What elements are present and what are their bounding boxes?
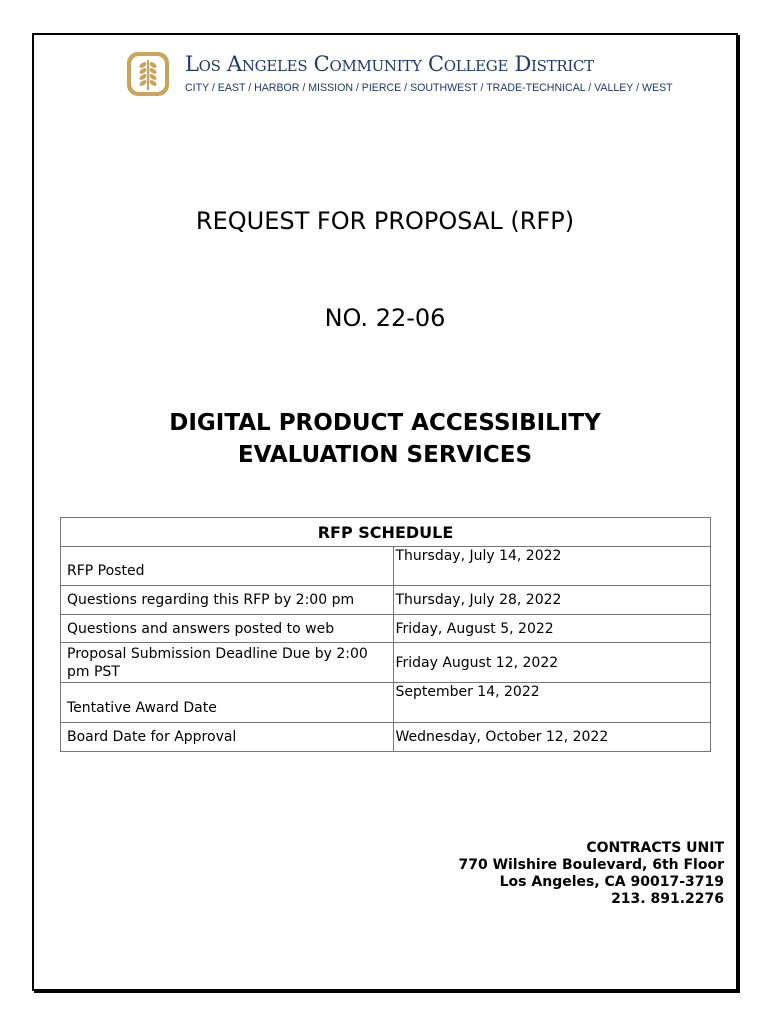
schedule-title: RFP SCHEDULE xyxy=(61,518,711,547)
table-row xyxy=(61,723,711,752)
rfp-schedule-table xyxy=(60,517,711,752)
rfp-number: NO. 22-06 xyxy=(324,304,446,332)
rfp-title-line-1: DIGITAL PRODUCT ACCESSIBILITY xyxy=(169,410,601,436)
rfp-title xyxy=(0,407,770,471)
schedule-date: Thursday, July 14, 2022 xyxy=(394,547,711,586)
schedule-date: Friday August 12, 2022 xyxy=(394,643,711,683)
schedule-date: Friday, August 5, 2022 xyxy=(394,615,711,643)
contracts-street: 770 Wilshire Boulevard, 6th Floor xyxy=(458,857,724,873)
table-row xyxy=(61,615,711,643)
district-name: Los Angeles Community College District xyxy=(185,52,594,76)
schedule-event: Tentative Award Date xyxy=(61,683,394,723)
contracts-city: Los Angeles, CA 90017-3719 xyxy=(499,874,724,890)
rfp-title-line-2: EVALUATION SERVICES xyxy=(237,442,533,468)
schedule-date: Thursday, July 28, 2022 xyxy=(394,586,711,615)
schedule-date: Wednesday, October 12, 2022 xyxy=(394,723,711,752)
schedule-event: Board Date for Approval xyxy=(61,723,394,752)
contracts-phone: 213. 891.2276 xyxy=(611,891,724,907)
table-row xyxy=(61,683,711,723)
wheat-seal-icon xyxy=(125,50,171,98)
college-list: CITY / EAST / HARBOR / MISSION / PIERCE / SOUTHWEST / TRADE-TECHNICAL / VALLEY / WEST xyxy=(185,82,673,94)
schedule-event: Questions and answers posted to web xyxy=(61,615,394,643)
schedule-event: Proposal Submission Deadline Due by 2:00 pm PST xyxy=(61,643,394,683)
rfp-heading: REQUEST FOR PROPOSAL (RFP) xyxy=(195,207,575,235)
table-row xyxy=(61,586,711,615)
schedule-event: RFP Posted xyxy=(61,547,394,586)
schedule-date: September 14, 2022 xyxy=(394,683,711,723)
contracts-address-block xyxy=(458,840,724,908)
district-logo xyxy=(125,50,673,100)
table-row xyxy=(61,643,711,683)
table-row xyxy=(61,547,711,586)
schedule-event: Questions regarding this RFP by 2:00 pm xyxy=(61,586,394,615)
contracts-unit: CONTRACTS UNIT xyxy=(586,840,724,856)
